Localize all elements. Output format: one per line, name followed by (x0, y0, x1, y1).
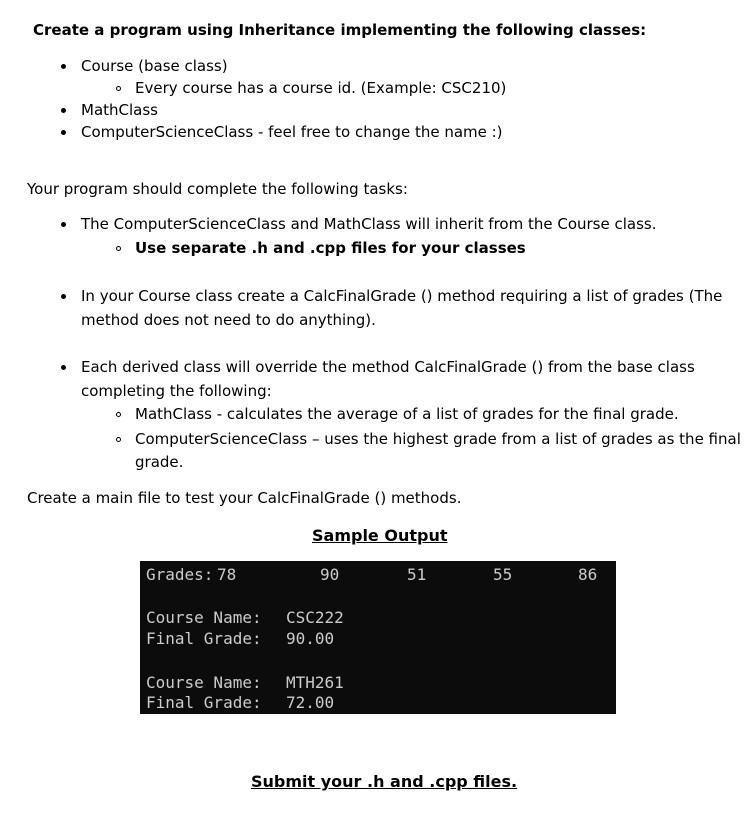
sub-bullet-icon (116, 437, 121, 442)
final-grade-label: Final Grade: (146, 629, 262, 648)
grade-value: 90 (320, 565, 340, 584)
grade-value: 51 (407, 565, 427, 584)
bullet-icon (61, 64, 66, 69)
sample-output-title: Sample Output (312, 526, 448, 545)
final-grade-value: 90.00 (286, 629, 335, 648)
final-grade-value: 72.00 (286, 693, 335, 712)
bullet-icon (61, 130, 66, 135)
task-inherit: The ComputerScienceClass and MathClass will inherit from the Course class. (81, 215, 657, 233)
task-separate-files: Use separate .h and .cpp files for your classes (135, 239, 526, 257)
task-override-line2: completing the following: (81, 382, 272, 400)
grade-value: 55 (493, 565, 513, 584)
sub-bullet-icon (116, 412, 121, 417)
submit-instruction: Submit your .h and .cpp files. (251, 772, 518, 791)
class-course: Course (base class) (81, 57, 228, 75)
bullet-icon (61, 294, 66, 299)
console-output (140, 561, 616, 714)
task-calc-method-line2: method does not need to do anything). (81, 311, 376, 329)
tasks-intro: Your program should complete the following tasks: (27, 180, 408, 198)
task-math-average: MathClass - calculates the average of a list of grades for the final grade. (135, 405, 679, 423)
grade-value: 78 (217, 565, 237, 584)
course-name-value: CSC222 (286, 608, 344, 627)
assignment-heading: Create a program using Inheritance implementing the following classes: (33, 21, 647, 39)
sub-bullet-icon (116, 246, 121, 251)
task-cs-highest-line1: ComputerScienceClass – uses the highest grade from a list of grades as the final (135, 430, 741, 448)
task-override-line1: Each derived class will override the method CalcFinalGrade () from the base class (81, 358, 695, 376)
course-name-label: Course Name: (146, 608, 262, 627)
task-cs-highest-line2: grade. (135, 453, 184, 471)
class-course-detail: Every course has a course id. (Example: CSC210) (135, 79, 507, 97)
final-grade-label: Final Grade: (146, 693, 262, 712)
bullet-icon (61, 222, 66, 227)
course-name-label: Course Name: (146, 673, 262, 692)
sub-bullet-icon (116, 86, 121, 91)
grade-value: 86 (578, 565, 598, 584)
bullet-icon (61, 365, 66, 370)
course-name-value: MTH261 (286, 673, 344, 692)
bullet-icon (61, 108, 66, 113)
task-calc-method-line1: In your Course class create a CalcFinalGrade () method requiring a list of grades (The (81, 287, 723, 305)
class-math: MathClass (81, 101, 158, 119)
grades-label: Grades: (146, 565, 214, 584)
main-file-instruction: Create a main file to test your CalcFinalGrade () methods. (27, 489, 462, 507)
class-computer-science: ComputerScienceClass - feel free to change the name :) (81, 123, 503, 141)
